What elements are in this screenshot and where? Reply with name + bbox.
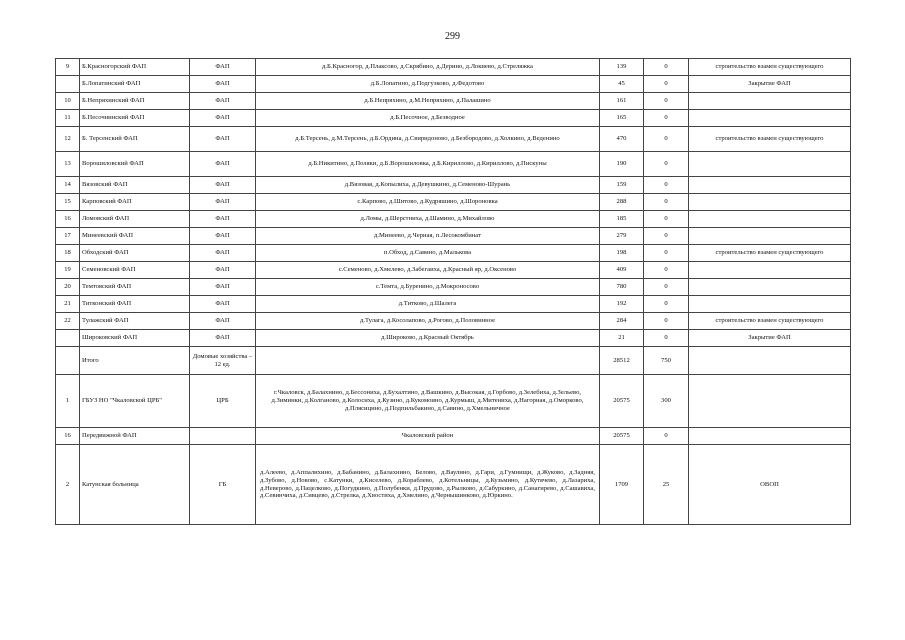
villages-served: д.Б.Красногор, д.Плаксово, д.Скрябино, д.Дерино, д.Локиево, д.Стреляжка — [256, 59, 600, 76]
villages-served: г.Чкаловск, д.Балахнино, д.Бессониха, д.Бухалтино, д.Вашкино, д.Высокая, д.Горбово, д.Зелебиха, д.Зельево, д.Зиминки, д.Колганово, д.Колосиха, д.Кузино, д.Кукомоино, д.Курмыш, д.Митениха, д.Нагорная, д.Оморково, д.Плясицино, д.Подпильбакино, д.Савино, д.Хмельничное — [256, 375, 600, 428]
facility-type: ФАП — [190, 127, 256, 152]
facility-type: ФАП — [190, 211, 256, 228]
total-population: 28512 — [600, 347, 644, 375]
facility-type: ФАП — [190, 279, 256, 296]
note — [689, 152, 851, 177]
households-note: Домовые хозяйства – 12 ед. — [190, 347, 256, 375]
population: 45 — [600, 76, 644, 93]
population: 165 — [600, 110, 644, 127]
facility-name: Титконский ФАП — [80, 296, 190, 313]
total-row — [56, 347, 851, 375]
table-row — [56, 110, 851, 127]
beds: 300 — [644, 375, 689, 428]
villages-served: с.Темта, д.Буренино, д.Мокроносово — [256, 279, 600, 296]
villages-served: д.Минеево, д.Черная, п.Лесокомбинат — [256, 228, 600, 245]
total-label: Итого — [80, 347, 190, 375]
facility-type: ФАП — [190, 262, 256, 279]
table-row — [56, 313, 851, 330]
table-row — [56, 262, 851, 279]
villages-served: д.Вязовая, д.Копылиха, д.Девушкино, д.Семеново-Шурань — [256, 177, 600, 194]
beds: 0 — [644, 194, 689, 211]
population: 190 — [600, 152, 644, 177]
villages-served: д.Тулага, д.Косолапово, д.Рогово, д.Половинное — [256, 313, 600, 330]
villages-served: д.Алеево, д.Аппалихино, д.Бабанино, д.Балахнино, Белово, д.Ваулино, д.Гари, д.Гумнищи, д.Жуково, д.Задняя, д.Зубово, д.Новово, с.Катунки, д.Киселево, д.Кораблево, д.Котельницы, д.Кузьмино, д.Кутячево, д.Лазариха, д.Неверово, д.Пацелково, д.Погудкино, д.Полубенки, д.Прудово, д.Рылково, д.Сабуркино, д.Санагирево, д.Сашавиха, д.Севинчиха, д.Сивцево, д.Стрелка, д.Хвостиха, д.Хмелино, д.Чернышинково, д.Юркино. — [256, 445, 600, 525]
facility-name: Карповский ФАП — [80, 194, 190, 211]
facility-name: Б. Терсенский ФАП — [80, 127, 190, 152]
row-number: 11 — [56, 110, 80, 127]
beds: 0 — [644, 428, 689, 445]
beds: 25 — [644, 445, 689, 525]
beds: 0 — [644, 211, 689, 228]
beds: 0 — [644, 330, 689, 347]
row-number: 16 — [56, 211, 80, 228]
facility-name: Широковский ФАП — [80, 330, 190, 347]
population: 192 — [600, 296, 644, 313]
row-number: 12 — [56, 127, 80, 152]
facility-type: ФАП — [190, 330, 256, 347]
population: 1709 — [600, 445, 644, 525]
villages-served — [256, 347, 600, 375]
population: 20575 — [600, 428, 644, 445]
row-number — [56, 347, 80, 375]
row-number: 15 — [56, 194, 80, 211]
villages-served: Чкаловский район — [256, 428, 600, 445]
note — [689, 279, 851, 296]
population: 780 — [600, 279, 644, 296]
row-number — [56, 76, 80, 93]
facility-name: Тулажский ФАП — [80, 313, 190, 330]
facility-type: ГБ — [190, 445, 256, 525]
note — [689, 228, 851, 245]
table-row — [56, 279, 851, 296]
facility-type: ФАП — [190, 93, 256, 110]
facility-name: Б.Непряхинский ФАП — [80, 93, 190, 110]
beds: 0 — [644, 93, 689, 110]
beds: 0 — [644, 279, 689, 296]
table-row — [56, 445, 851, 525]
facility-name: Семеновский ФАП — [80, 262, 190, 279]
villages-served: д.Ломы, д.Шерстниха, д.Шамино, д.Михайлово — [256, 211, 600, 228]
row-number: 1 — [56, 375, 80, 428]
row-number: 2 — [56, 445, 80, 525]
note — [689, 262, 851, 279]
facility-type: ФАП — [190, 296, 256, 313]
table-row — [56, 127, 851, 152]
population: 139 — [600, 59, 644, 76]
note — [689, 375, 851, 428]
facility-name: Минеевский ФАП — [80, 228, 190, 245]
note: строительство взамен существующего — [689, 313, 851, 330]
beds: 0 — [644, 228, 689, 245]
table-row — [56, 76, 851, 93]
population: 161 — [600, 93, 644, 110]
table-row — [56, 428, 851, 445]
note — [689, 296, 851, 313]
villages-served: д.Титково, д.Шалега — [256, 296, 600, 313]
note: Закрытие ФАП — [689, 76, 851, 93]
note — [689, 347, 851, 375]
table-row — [56, 296, 851, 313]
row-number: 21 — [56, 296, 80, 313]
table-row — [56, 228, 851, 245]
row-number: 20 — [56, 279, 80, 296]
villages-served: д.Б.Лопатино, д.Подгузково, д.Федотово — [256, 76, 600, 93]
table-row — [56, 330, 851, 347]
population: 20575 — [600, 375, 644, 428]
table-row — [56, 59, 851, 76]
villages-served: д.Б.Никитино, д.Поляки, д.Б.Ворошиловка, д.Б.Кириллово, д.Кириллово, д.Пискуны — [256, 152, 600, 177]
facility-name: Ворошиловский ФАП — [80, 152, 190, 177]
facility-name: Б.Лопатинский ФАП — [80, 76, 190, 93]
beds: 0 — [644, 110, 689, 127]
villages-served: д.Широково, д.Красный Октябрь — [256, 330, 600, 347]
population: 288 — [600, 194, 644, 211]
facility-type: ФАП — [190, 313, 256, 330]
facility-type: ФАП — [190, 245, 256, 262]
facility-type: ФАП — [190, 110, 256, 127]
row-number: 22 — [56, 313, 80, 330]
villages-served: с.Семеново, д.Хмелево, д.Забегаиха, д.Красный яр, д.Оксеново — [256, 262, 600, 279]
population: 159 — [600, 177, 644, 194]
note — [689, 110, 851, 127]
villages-served: д.Б.Терсень, д.М.Терсень, д.Б.Ордина, д.Свиридоново, д.Безбородово, д.Холкино, д.Веденино — [256, 127, 600, 152]
facility-name: Передвижной ФАП — [80, 428, 190, 445]
total-beds: 750 — [644, 347, 689, 375]
facility-name: Ломовский ФАП — [80, 211, 190, 228]
facility-type: ЦРБ — [190, 375, 256, 428]
note: Закрытие ФАП — [689, 330, 851, 347]
facility-type: ФАП — [190, 152, 256, 177]
population: 284 — [600, 313, 644, 330]
facility-type — [190, 428, 256, 445]
facility-name: Б.Песочнинский ФАП — [80, 110, 190, 127]
table-row — [56, 245, 851, 262]
note: строительство взамен существующего — [689, 59, 851, 76]
row-number: 10 — [56, 93, 80, 110]
beds: 0 — [644, 76, 689, 93]
note — [689, 177, 851, 194]
beds: 0 — [644, 262, 689, 279]
villages-served: д.Б.Песочное, д.Безводное — [256, 110, 600, 127]
facility-name: ГБУЗ НО "Чкаловской ЦРБ" — [80, 375, 190, 428]
table-row — [56, 211, 851, 228]
table-row — [56, 93, 851, 110]
note — [689, 211, 851, 228]
facility-name: Обходский ФАП — [80, 245, 190, 262]
beds: 0 — [644, 59, 689, 76]
facility-type: ФАП — [190, 59, 256, 76]
beds: 0 — [644, 245, 689, 262]
facility-name: Катунская больница — [80, 445, 190, 525]
population: 198 — [600, 245, 644, 262]
note: строительство взамен существующего — [689, 245, 851, 262]
facility-type: ФАП — [190, 194, 256, 211]
population: 409 — [600, 262, 644, 279]
row-number: 9 — [56, 59, 80, 76]
population: 185 — [600, 211, 644, 228]
row-number: 13 — [56, 152, 80, 177]
villages-served: с.Карпово, д.Шитово, д.Кудряшино, д.Шороновка — [256, 194, 600, 211]
facility-type: ФАП — [190, 228, 256, 245]
row-number: 19 — [56, 262, 80, 279]
note — [689, 194, 851, 211]
villages-served: п.Обход, д.Савино, д.Малькова — [256, 245, 600, 262]
beds: 0 — [644, 313, 689, 330]
population: 470 — [600, 127, 644, 152]
beds: 0 — [644, 296, 689, 313]
beds: 0 — [644, 152, 689, 177]
row-number — [56, 330, 80, 347]
population: 21 — [600, 330, 644, 347]
note — [689, 93, 851, 110]
facility-name: Вязовский ФАП — [80, 177, 190, 194]
facility-name: Б.Красногорский ФАП — [80, 59, 190, 76]
note: ОВОП — [689, 445, 851, 525]
note — [689, 428, 851, 445]
beds: 0 — [644, 177, 689, 194]
table-row — [56, 177, 851, 194]
table-row — [56, 194, 851, 211]
page-number: 299 — [445, 31, 460, 42]
beds: 0 — [644, 127, 689, 152]
facility-type: ФАП — [190, 76, 256, 93]
facilities-table — [55, 58, 851, 525]
facility-type: ФАП — [190, 177, 256, 194]
table-body — [56, 59, 851, 525]
population: 279 — [600, 228, 644, 245]
table-row — [56, 375, 851, 428]
table-row — [56, 152, 851, 177]
row-number: 14 — [56, 177, 80, 194]
facility-name: Темтовский ФАП — [80, 279, 190, 296]
row-number: 16 — [56, 428, 80, 445]
note: строительство взамен существующего — [689, 127, 851, 152]
villages-served: д.Б.Непряхино, д.М.Непряхино, д.Палашино — [256, 93, 600, 110]
row-number: 17 — [56, 228, 80, 245]
row-number: 18 — [56, 245, 80, 262]
